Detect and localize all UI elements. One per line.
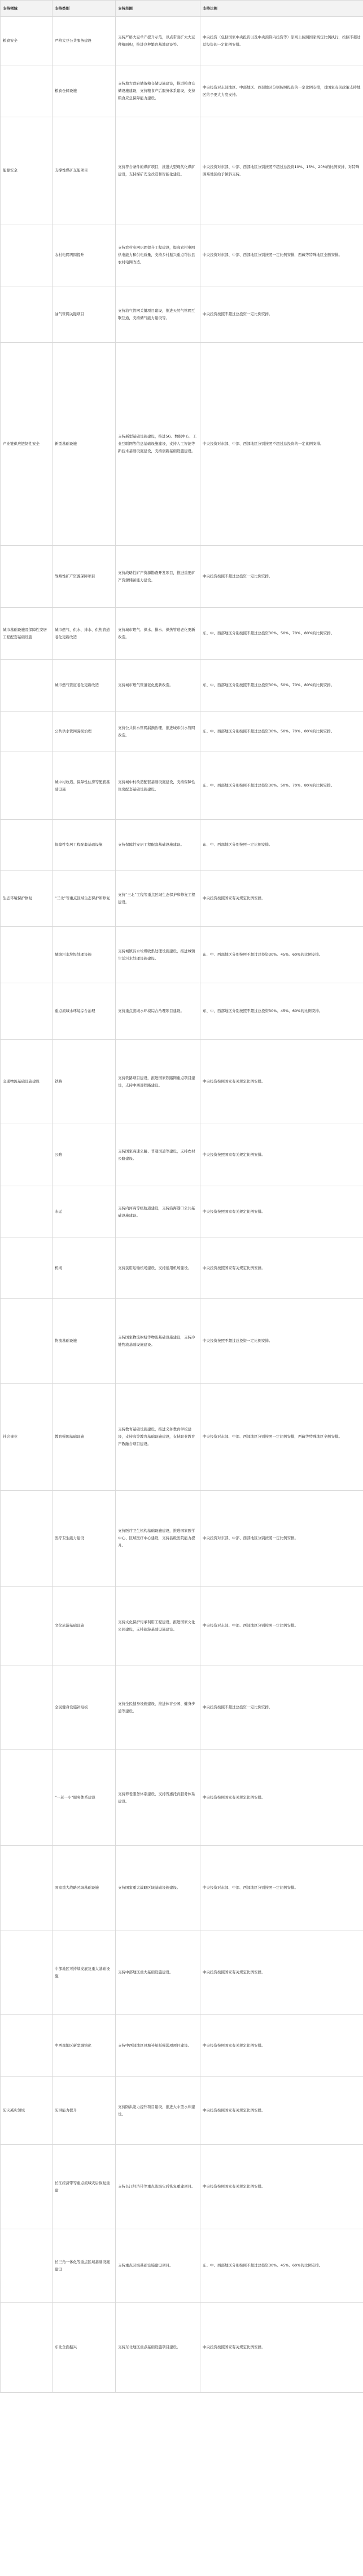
table-row [1,1186,363,1238]
table-cell-area [1,2303,53,2393]
table-cell-area [1,1846,53,1930]
table-row [1,2077,363,2145]
table-row [1,1750,363,1846]
table-cell-area: 能源安全 [1,117,53,224]
table-cell-category: 严格大豆公共服务建设 [53,17,116,65]
table-cell-scope: 支持中部地区重大基础设施建设。 [116,1930,200,2015]
table-cell-area: 产业链供应链韧性安全 [1,343,53,546]
table-row [1,1491,363,1587]
table-cell-area [1,1930,53,2015]
table-cell-area [1,712,53,752]
table-cell-scope: 支持新型基础设施建设，推进5G、数据中心、工业互联网等信息基础设施建设，支持人工智能等新技术基础设施建设，支持创新基础设施建设。 [116,343,200,546]
table-row [1,983,363,1040]
table-cell-area [1,1665,53,1750]
table-cell-ratio: 中央投资按照国家有关规定比例安排。 [200,871,363,927]
table-cell-category: 粮食仓储设施 [53,65,116,117]
table-cell-area [1,1750,53,1846]
table-cell-scope: 支持国家重大战略区域基础设施建设。 [116,1846,200,1930]
table-cell-category: “三北”等重点区域生态保护和修复 [53,871,116,927]
table-cell-area: 城市基础设施及保障性安居工程配套基础设施 [1,608,53,660]
table-row [1,117,363,224]
table-row [1,17,363,65]
table-cell-scope: 支持城市燃气、供水、排水、供热管道老化更新改造。 [116,608,200,660]
table-cell-scope: 支持油气管网关键项目建设，推进天然气管网互联互通，支持储气能力建设等。 [116,286,200,343]
table-cell-ratio: 中央投资对东部、中部、西部地区分别按照一定比例安排，西藏等特殊地区全额安排。 [200,224,363,286]
table-cell-category: 城市燃气管道老化更新改造 [53,660,116,712]
table-cell-ratio: 东、中、西部地区分别按照不超过总投资30%、50%、70%、80%的比例安排。 [200,712,363,752]
table-cell-scope: 支持城镇污水垃圾收集处理设施建设，推进城镇生活污水处理设施建设。 [116,927,200,983]
table-cell-category: 国家重大战略区域基础设施 [53,1846,116,1930]
table-cell-scope: 支持国家物流枢纽等物流基础设施建设，支持冷链物流基础设施建设。 [116,1299,200,1384]
table-cell-ratio: 中央投资按照国家有关规定比例安排。 [200,1750,363,1846]
table-cell-area [1,2229,53,2303]
table-cell-category: 医疗卫生能力建设 [53,1491,116,1587]
table-cell-category: 重点流域水环境综合治理 [53,983,116,1040]
table-row [1,1846,363,1930]
table-row [1,546,363,608]
table-cell-category: 中部地区可持续发展及重大基础设施 [53,1930,116,2015]
table-cell-scope: 支持保障性安居工程配套基础设施建设。 [116,820,200,871]
table-cell-area [1,1299,53,1384]
table-cell-scope: 支持铁路项目建设，推进国家铁路网重点项目建设，支持中西部铁路建设。 [116,1040,200,1124]
table-row [1,2015,363,2077]
table-cell-scope: 支持城中村改造配套基础设施建设，支持保障性住房配套基础设施建设。 [116,752,200,820]
table-cell-ratio: 中央投资按照国家有关规定比例安排。 [200,1930,363,2015]
table-cell-ratio: 东、中、西部地区分别按照一定比例安排。 [200,820,363,871]
table-row [1,752,363,820]
table-row [1,871,363,927]
table-cell-area [1,1124,53,1186]
table-cell-ratio: 中央投资按照国家有关规定比例安排。 [200,1040,363,1124]
table-cell-area [1,820,53,871]
table-row [1,712,363,752]
table-row [1,1040,363,1124]
table-cell-category: 文化旅游基础设施 [53,1587,116,1665]
table-cell-category: 油气管网关键项目 [53,286,116,343]
table-cell-category: 农村电网巩固提升 [53,224,116,286]
table-cell-scope: 支持城市燃气管道老化更新改造。 [116,660,200,712]
table-cell-category: 全民健身设施补短板 [53,1665,116,1750]
table-cell-category: 物流基础设施 [53,1299,116,1384]
table-cell-category: 教育强国基础设施 [53,1384,116,1491]
table-cell-area [1,2015,53,2077]
table-cell-ratio: 中央投资按照国家有关规定比例安排。 [200,2145,363,2229]
table-cell-area [1,752,53,820]
table-cell-category: 战略性矿产资源保障项目 [53,546,116,608]
table-cell-area [1,2145,53,2229]
table-row [1,2229,363,2303]
table-cell-ratio: 东、中、西部地区分别按照不超过总投资30%、45%、60%的比例安排。 [200,2229,363,2303]
table-cell-category: 支撑性煤矿交能项目 [53,117,116,224]
table-cell-ratio: 中央投资按照国家有关规定比例安排。 [200,2015,363,2077]
table-row [1,1587,363,1665]
table-cell-area [1,983,53,1040]
table-cell-area: 粮食安全 [1,17,53,65]
table-cell-category: 公路 [53,1124,116,1186]
table-cell-category: “一老一小”服务体系建设 [53,1750,116,1846]
table-row [1,343,363,546]
table-cell-ratio: 中央投资按照不超过总投资一定比例安排。 [200,1665,363,1750]
table-cell-ratio: 东、中、西部地区分别按照不超过总投资30%、45%、60%的比例安排。 [200,983,363,1040]
table-row [1,286,363,343]
table-cell-scope: 支持重点流域水环境综合治理项目建设。 [116,983,200,1040]
table-cell-category: 公共供水管网漏损治理 [53,712,116,752]
table-cell-scope: 支持全民健身设施建设，推进体育公园、健身步道等建设。 [116,1665,200,1750]
table-cell-category: 保障性安居工程配套基础设施 [53,820,116,871]
table-cell-ratio: 东、中、西部地区分别按照不超过总投资30%、50%、70%、80%的比例安排。 [200,608,363,660]
table-row [1,927,363,983]
table-row [1,1665,363,1750]
table-cell-ratio: 中央投资对东部、中部、西部地区分别按照一定比例安排。 [200,1587,363,1665]
table-cell-scope: 支持公共供水管网漏损治理，推进城市供水管网改造。 [116,712,200,752]
column-header: 支持比例 [200,1,363,17]
table-row [1,1299,363,1384]
table-cell-ratio: 中央投资按照国家有关规定比例安排。 [200,2303,363,2393]
table-row [1,820,363,871]
table-cell-scope: 支持农村电网巩固提升工程建设，提高农村电网供电能力和供电质量，支持乡村振兴重点帮扶县农村电网改造。 [116,224,200,286]
table-cell-ratio: 中央投资按照国家有关规定比例安排。 [200,1186,363,1238]
table-cell-scope: 支持教育基础设施建设，推进义务教育学校建设，支持高等教育基础设施建设，支持职业教育产教融合项目建设。 [116,1384,200,1491]
table-row [1,2145,363,2229]
table-row [1,1930,363,2015]
table-row [1,2303,363,2393]
table-cell-category: 长江经济带等重点流域灾后恢复重建 [53,2145,116,2229]
table-cell-area [1,546,53,608]
table-cell-area [1,286,53,343]
table-header-row [1,1,363,17]
table-cell-scope: 支持养老服务体系建设，支持普惠托育服务体系建设。 [116,1750,200,1846]
table-cell-ratio: 中央投资按照不超过总投资一定比例安排。 [200,286,363,343]
column-header: 支持范围 [116,1,200,17]
table-cell-category: 新型基础设施 [53,343,116,546]
table-cell-ratio: 中央投资按照不超过总投资一定比例安排。 [200,1299,363,1384]
table-cell-area: 防灾减灾领域 [1,2077,53,2145]
table-cell-category: 水运 [53,1186,116,1238]
table-row [1,608,363,660]
table-cell-ratio: 中央投资对东部、中部、西部地区分别按照不超过总投资10%、15%、20%的比例安排，对特殊困难地区给予倾斜支持。 [200,117,363,224]
table-cell-scope: 支持严格大豆单产提升示范，以点带面扩大大豆种植面积，推进良种繁育基地建设等。 [116,17,200,65]
table-cell-ratio: 中央投资按照国家有关规定比例安排。 [200,2077,363,2145]
table-cell-scope: 支持文化保护传承利用工程建设，推进国家文化公园建设，支持旅游基础设施建设。 [116,1587,200,1665]
table-cell-ratio: 中央投资对东部地区、中部地区、西部地区分别按照投资的一定比例安排，对国家有关政策支持地区给予更大力度支持。 [200,65,363,117]
table-cell-ratio: 中央投资对东部、中部、西部地区分别按照一定比例安排。 [200,1491,363,1587]
table-cell-scope: 支持“三北”工程等重点区域生态保护和修复工程建设。 [116,871,200,927]
column-header: 支持类别 [53,1,116,17]
table-cell-category: 东北全面振兴 [53,2303,116,2393]
column-header: 支持领域 [1,1,53,17]
table-cell-scope: 支持国家高速公路、普通国道等建设，支持农村公路建设。 [116,1124,200,1186]
table-cell-scope: 支持战略性矿产资源勘查开发项目，推进重要矿产资源储备能力建设。 [116,546,200,608]
table-cell-ratio: 中央投资对东部、中部、西部地区分别按照一定比例安排。 [200,1846,363,1930]
table-row [1,660,363,712]
table-cell-ratio: 东、中、西部地区分别按照不超过总投资30%、45%、60%的比例安排。 [200,927,363,983]
table-cell-scope: 支持长江经济带等重点流域灾后恢复重建项目。 [116,2145,200,2229]
table-cell-ratio: 中央投资对东部、中部、西部地区分别按照一定比例安排，西藏等特殊地区全额安排。 [200,1384,363,1491]
table-cell-category: 城中村改造、保障性住房等配套基础设施 [53,752,116,820]
table-cell-ratio: 中央投资按照国家有关规定比例安排。 [200,1238,363,1299]
table-cell-area [1,1587,53,1665]
table-row [1,65,363,117]
table-row [1,1238,363,1299]
table-cell-ratio: 中央投资（包括国家中央投资以及中央预算内投资等）原则上按照国家规定比例执行，按照不超过总投资的一定比例安排。 [200,17,363,65]
table-cell-area: 生态环境保护修复 [1,871,53,927]
table-cell-scope: 支持民用运输机场建设，支持通用机场建设。 [116,1238,200,1299]
table-cell-area [1,1491,53,1587]
table-cell-category: 机场 [53,1238,116,1299]
table-cell-area [1,1238,53,1299]
table-cell-scope: 支持内河高等级航道建设，支持沿海港口公共基础设施建设。 [116,1186,200,1238]
table-cell-area [1,927,53,983]
table-cell-category: 中西部地区新型城镇化 [53,2015,116,2077]
table-cell-ratio: 东、中、西部地区分别按照不超过总投资30%、50%、70%、80%的比例安排。 [200,660,363,712]
table-cell-area [1,224,53,286]
table-cell-area [1,65,53,117]
table-cell-category: 城市燃气、供水、排水、供热管道老化更新改造 [53,608,116,660]
table-cell-category: 铁路 [53,1040,116,1124]
table-cell-category: 长三角一体化等重点区域基础设施建设 [53,2229,116,2303]
table-cell-area: 社会事业 [1,1384,53,1491]
table-cell-category: 城镇污水垃圾处理设施 [53,927,116,983]
table-cell-ratio: 中央投资按照不超过总投资一定比例安排。 [200,546,363,608]
table-cell-area [1,1186,53,1238]
table-cell-scope: 支持防洪能力提升项目建设，推进大中型水库建设。 [116,2077,200,2145]
table-row [1,224,363,286]
table-cell-scope: 支持重点区域基础设施建设项目。 [116,2229,200,2303]
table-cell-scope: 支持符合条件的煤矿项目，推进大型现代化煤矿建设，支持煤矿安全改造和智能化建设。 [116,117,200,224]
table-cell-ratio: 中央投资对东部、中部、西部地区分别按照不超过总投资的一定比例安排。 [200,343,363,546]
table-cell-scope: 支持地方政府储备粮仓储设施建设，推进粮食仓储设施建设，支持粮食产后服务体系建设，支持粮食应急保障能力建设。 [116,65,200,117]
table-cell-area [1,660,53,712]
table-cell-scope: 支持东北地区重点基础设施项目建设。 [116,2303,200,2393]
table-cell-scope: 支持中西部地区县城补短板强弱项项目建设。 [116,2015,200,2077]
table-cell-scope: 支持医疗卫生机构基础设施建设，推进国家医学中心、区域医疗中心建设，支持县级医院能力提升。 [116,1491,200,1587]
table-cell-category: 防洪能力提升 [53,2077,116,2145]
table-cell-ratio: 东、中、西部地区分别按照不超过总投资30%、50%、70%、80%的比例安排。 [200,752,363,820]
table-body [1,17,363,2393]
table-cell-ratio: 中央投资按照国家有关规定比例安排。 [200,1124,363,1186]
table-row [1,1384,363,1491]
table-cell-area: 交通物流基础设施建设 [1,1040,53,1124]
table-row [1,1124,363,1186]
